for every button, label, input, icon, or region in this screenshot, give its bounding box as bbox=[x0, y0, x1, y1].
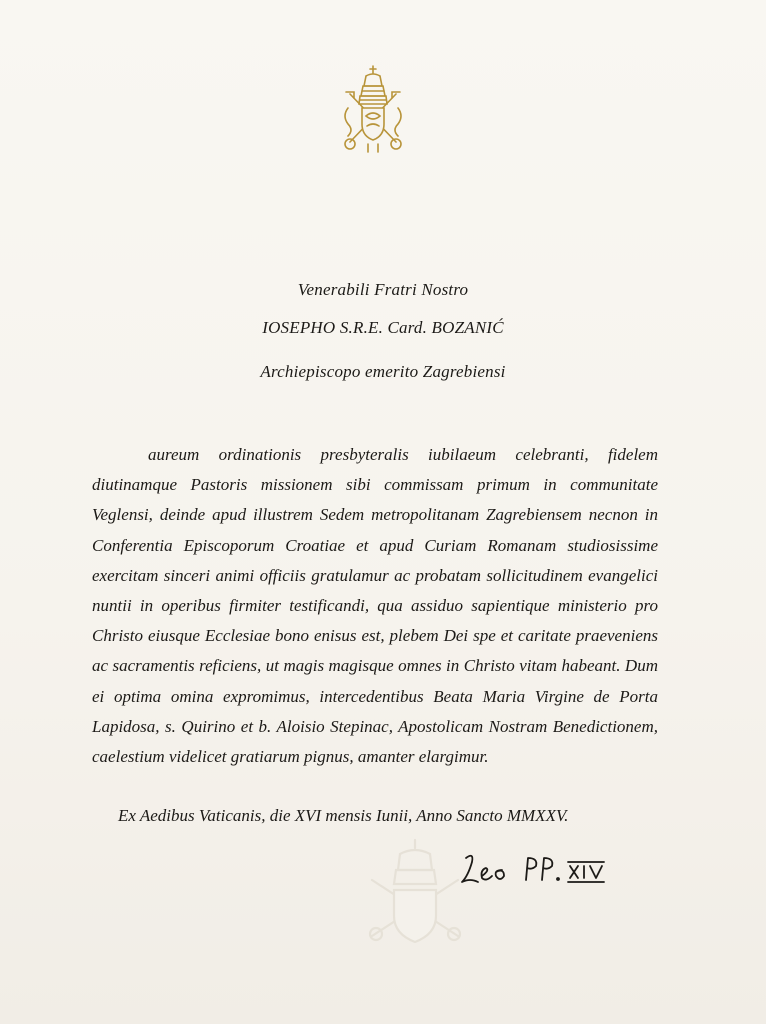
dateline: Ex Aedibus Vaticanis, die XVI mensis Iunii, Anno Sancto MMXXV. bbox=[118, 806, 569, 825]
papal-coat-of-arms-icon bbox=[338, 64, 408, 154]
address-line-recipient-title: Venerabili Fratri Nostro bbox=[297, 280, 469, 299]
handwritten-signature bbox=[452, 848, 612, 892]
address-line-recipient-office: Archiepiscopo emerito Zagrebiensi bbox=[260, 362, 506, 381]
letter-body: aureum ordinationis presbyteralis iubilaeum celebranti, fidelem diutinamque Pastoris missionem sibi commissam primum in communitate Veglensi, deinde apud illustrem Sedem metropolitanam Zagrebiensem necnon in Conferentia Episcoporum Croatiae et apud Curiam Romanam studiosissime exercitam sinceri animi officiis gratulamur ac probatam sollicitudinem evangelici nuntii in operibus firmiter testificandi, qua assiduo sapientique ministerio pro Christo eiusque Ecclesiae bono enisus est, plebem Dei spe et caritate praeveniens ac sacramentis reficiens, ut magis magisque omnes in Christo vitam habeant. Dum ei optima omina expromimus, intercedentibus Beata Maria Virgine de Porta Lapidosa, s. Quirino et b. Aloisio Stepinac, Apostolicam Nostram Benedictionem, caelestium videlicet gratiarum pignus, amanter elargimur. bbox=[92, 445, 658, 767]
address-line-recipient-name: IOSEPHO S.R.E. Card. BOZANIĆ bbox=[262, 318, 504, 337]
